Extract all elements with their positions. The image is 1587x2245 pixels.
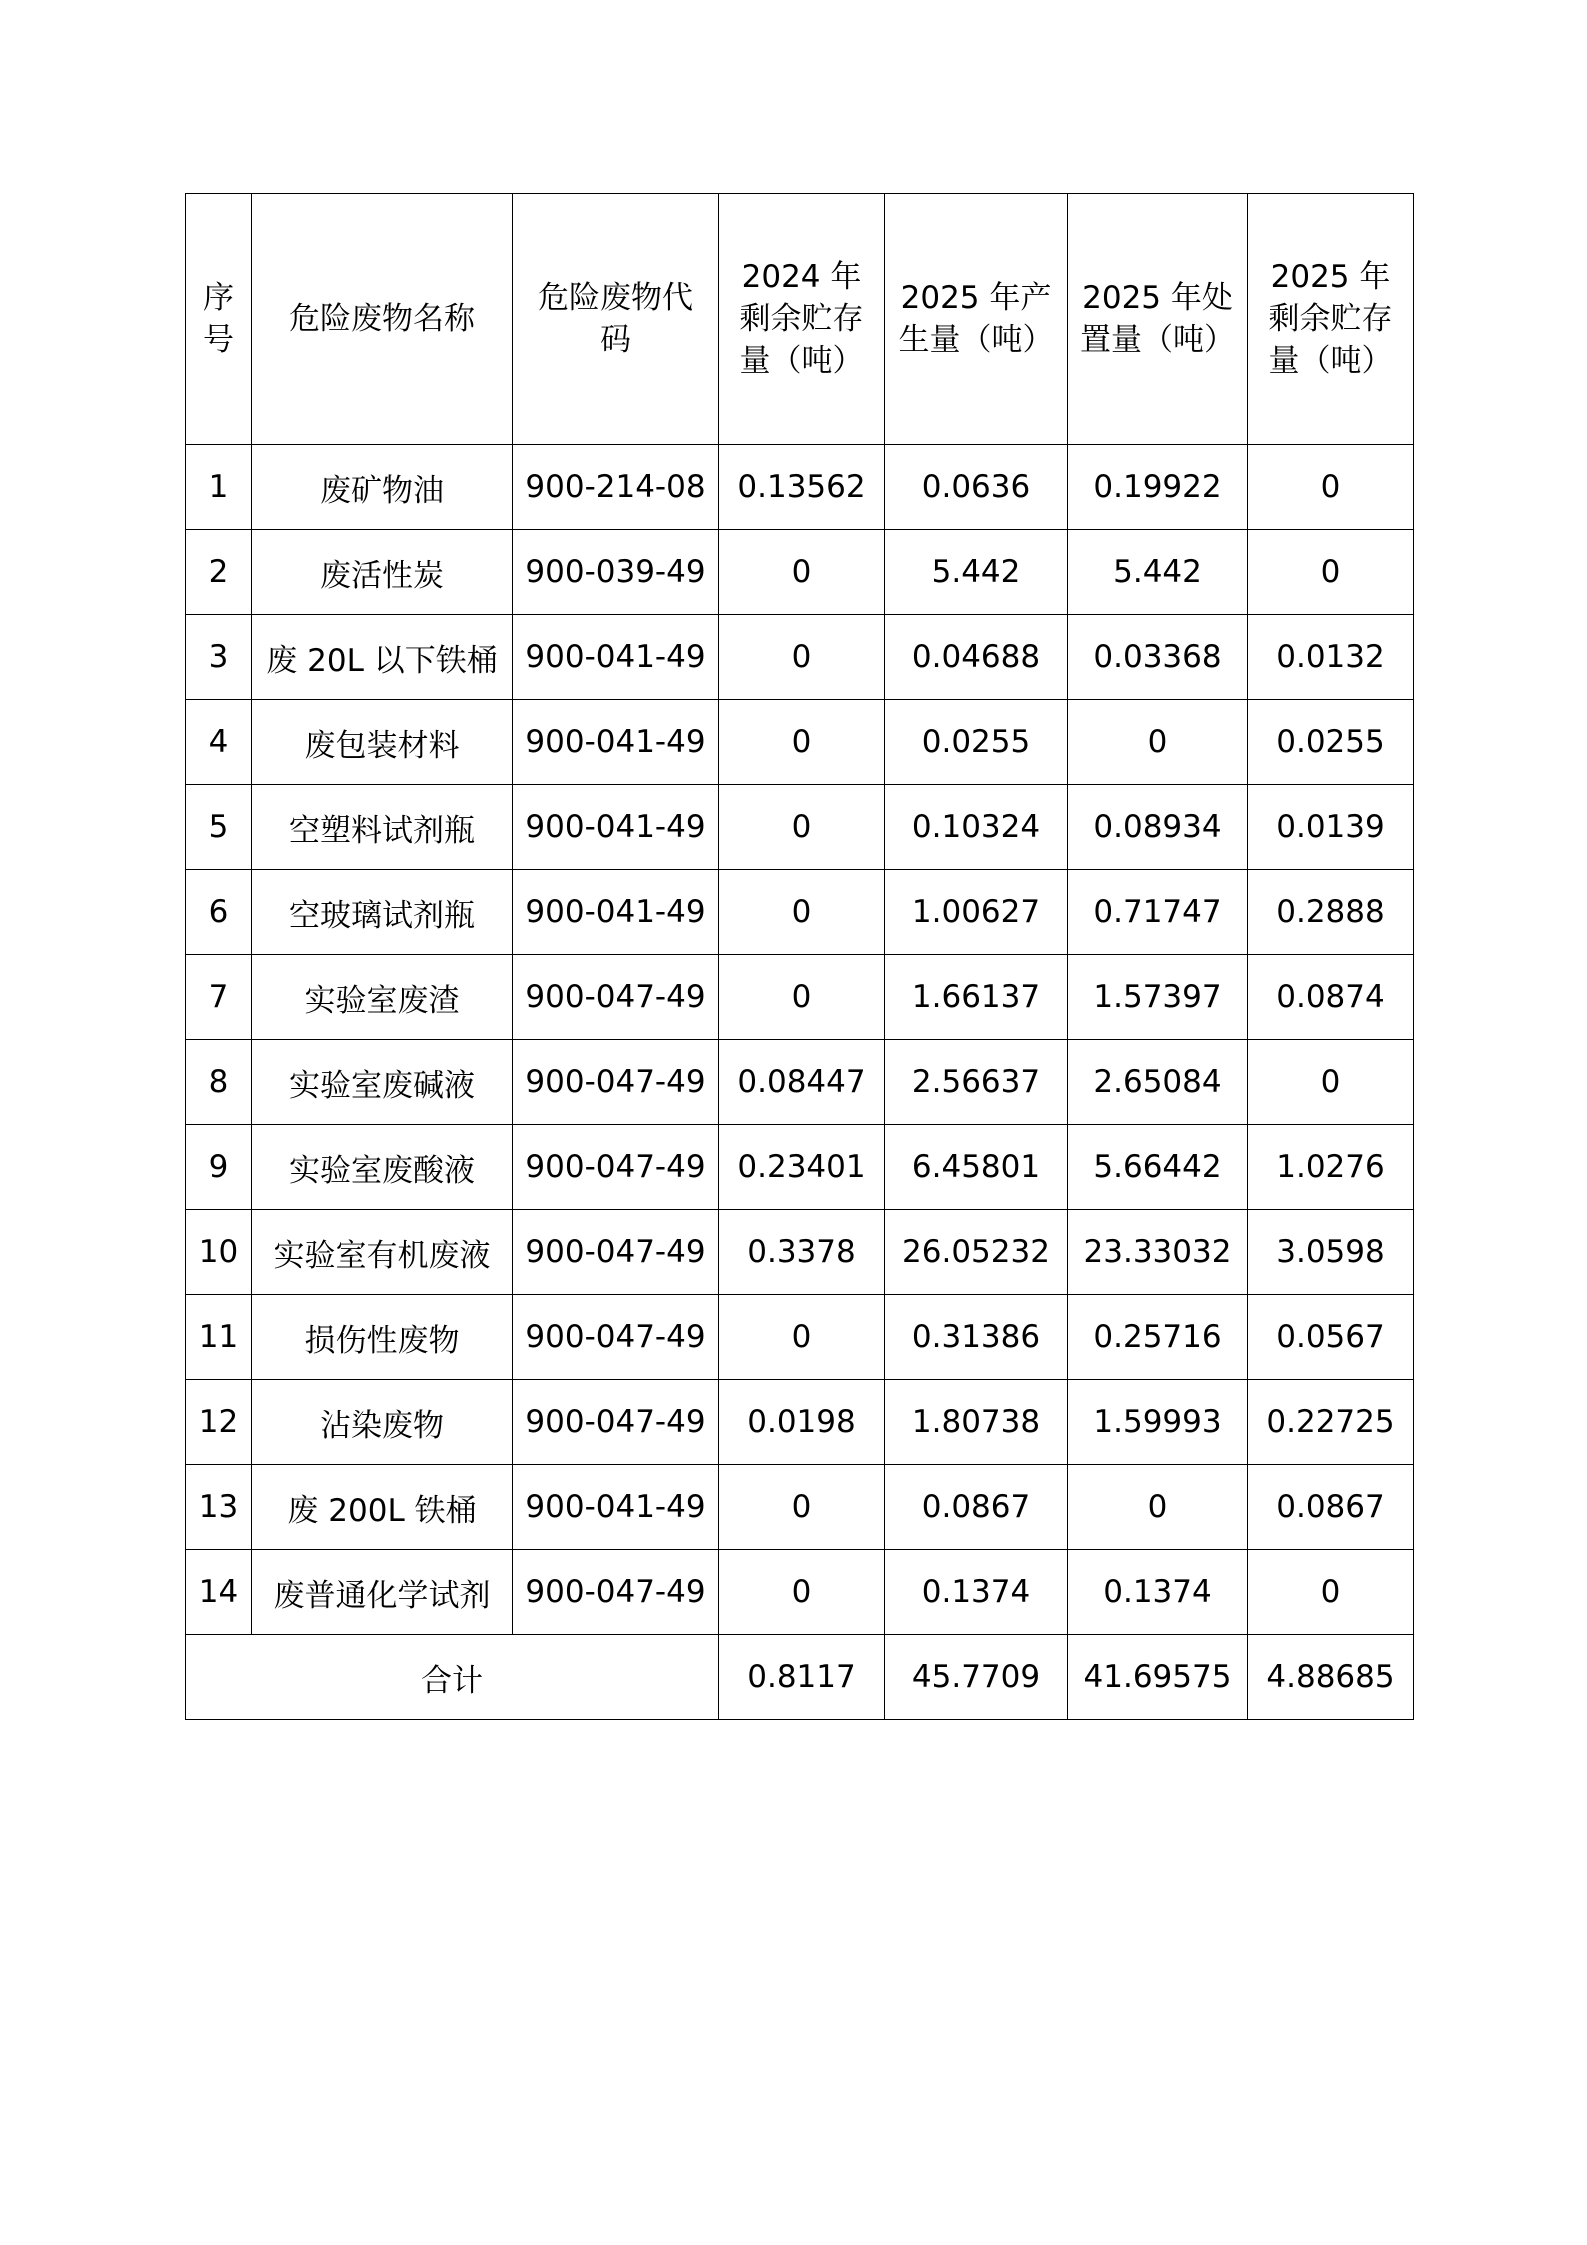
cell-disposed-2025: 0.19922	[1068, 445, 1248, 530]
cell-name: 实验室废酸液	[252, 1125, 513, 1210]
cell-stock-2025: 0.0867	[1248, 1465, 1414, 1550]
cell-code: 900-041-49	[513, 615, 719, 700]
cell-disposed-2025: 2.65084	[1068, 1040, 1248, 1125]
cell-produced-2025: 1.80738	[885, 1380, 1068, 1465]
cell-index: 9	[186, 1125, 252, 1210]
cell-stock-2024: 0.0198	[719, 1380, 885, 1465]
cell-code: 900-047-49	[513, 1125, 719, 1210]
cell-index: 14	[186, 1550, 252, 1635]
cell-produced-2025: 26.05232	[885, 1210, 1068, 1295]
cell-produced-2025: 0.0867	[885, 1465, 1068, 1550]
cell-index: 11	[186, 1295, 252, 1380]
table-row	[186, 1295, 1414, 1380]
cell-disposed-2025: 0.71747	[1068, 870, 1248, 955]
cell-code: 900-041-49	[513, 785, 719, 870]
cell-index: 12	[186, 1380, 252, 1465]
header-disposed-2025: 2025 年处置量（吨）	[1068, 194, 1248, 445]
cell-stock-2025: 0.0139	[1248, 785, 1414, 870]
cell-stock-2025: 0.0132	[1248, 615, 1414, 700]
cell-produced-2025: 0.04688	[885, 615, 1068, 700]
cell-stock-2025: 0	[1248, 1550, 1414, 1635]
table-header	[186, 194, 1414, 445]
cell-stock-2025: 0	[1248, 530, 1414, 615]
cell-stock-2024: 0	[719, 1465, 885, 1550]
header-index: 序号	[186, 194, 252, 445]
table-row	[186, 1380, 1414, 1465]
cell-stock-2024: 0.23401	[719, 1125, 885, 1210]
cell-stock-2024: 0.08447	[719, 1040, 885, 1125]
cell-produced-2025: 0.0636	[885, 445, 1068, 530]
cell-produced-2025: 5.442	[885, 530, 1068, 615]
cell-stock-2025: 0.0255	[1248, 700, 1414, 785]
cell-stock-2024: 0	[719, 955, 885, 1040]
cell-disposed-2025: 0.03368	[1068, 615, 1248, 700]
cell-produced-2025: 0.10324	[885, 785, 1068, 870]
cell-stock-2024: 0	[719, 1550, 885, 1635]
cell-code: 900-047-49	[513, 1550, 719, 1635]
table-row	[186, 1465, 1414, 1550]
cell-name: 废活性炭	[252, 530, 513, 615]
total-produced-2025: 45.7709	[885, 1635, 1068, 1720]
cell-produced-2025: 2.56637	[885, 1040, 1068, 1125]
cell-produced-2025: 1.66137	[885, 955, 1068, 1040]
cell-produced-2025: 0.1374	[885, 1550, 1068, 1635]
cell-name: 废 20L 以下铁桶	[252, 615, 513, 700]
cell-produced-2025: 0.31386	[885, 1295, 1068, 1380]
table-row	[186, 1550, 1414, 1635]
cell-name: 废包装材料	[252, 700, 513, 785]
cell-disposed-2025: 5.442	[1068, 530, 1248, 615]
cell-produced-2025: 1.00627	[885, 870, 1068, 955]
table-row	[186, 1210, 1414, 1295]
table-row	[186, 955, 1414, 1040]
header-produced-2025: 2025 年产生量（吨）	[885, 194, 1068, 445]
cell-code: 900-047-49	[513, 1380, 719, 1465]
cell-name: 实验室有机废液	[252, 1210, 513, 1295]
cell-name: 空玻璃试剂瓶	[252, 870, 513, 955]
cell-stock-2025: 3.0598	[1248, 1210, 1414, 1295]
table-row	[186, 785, 1414, 870]
cell-code: 900-039-49	[513, 530, 719, 615]
cell-index: 10	[186, 1210, 252, 1295]
table-row	[186, 445, 1414, 530]
header-stock-2024: 2024 年剩余贮存量（吨）	[719, 194, 885, 445]
table-row	[186, 1125, 1414, 1210]
table-row	[186, 700, 1414, 785]
cell-index: 2	[186, 530, 252, 615]
cell-index: 8	[186, 1040, 252, 1125]
cell-stock-2024: 0	[719, 785, 885, 870]
cell-code: 900-041-49	[513, 870, 719, 955]
cell-code: 900-041-49	[513, 700, 719, 785]
table-row	[186, 615, 1414, 700]
cell-code: 900-214-08	[513, 445, 719, 530]
cell-disposed-2025: 1.59993	[1068, 1380, 1248, 1465]
cell-disposed-2025: 1.57397	[1068, 955, 1248, 1040]
cell-name: 实验室废渣	[252, 955, 513, 1040]
cell-index: 7	[186, 955, 252, 1040]
cell-name: 空塑料试剂瓶	[252, 785, 513, 870]
cell-stock-2025: 0.2888	[1248, 870, 1414, 955]
cell-name: 废 200L 铁桶	[252, 1465, 513, 1550]
cell-code: 900-047-49	[513, 955, 719, 1040]
cell-name: 损伤性废物	[252, 1295, 513, 1380]
cell-code: 900-041-49	[513, 1465, 719, 1550]
cell-index: 4	[186, 700, 252, 785]
cell-disposed-2025: 0	[1068, 700, 1248, 785]
cell-disposed-2025: 0.08934	[1068, 785, 1248, 870]
cell-code: 900-047-49	[513, 1040, 719, 1125]
header-row	[186, 194, 1414, 445]
cell-disposed-2025: 23.33032	[1068, 1210, 1248, 1295]
cell-produced-2025: 6.45801	[885, 1125, 1068, 1210]
header-name: 危险废物名称	[252, 194, 513, 445]
cell-stock-2025: 0.0874	[1248, 955, 1414, 1040]
cell-name: 废矿物油	[252, 445, 513, 530]
cell-disposed-2025: 0.25716	[1068, 1295, 1248, 1380]
header-stock-2025: 2025 年剩余贮存量（吨）	[1248, 194, 1414, 445]
cell-index: 5	[186, 785, 252, 870]
cell-index: 6	[186, 870, 252, 955]
cell-disposed-2025: 5.66442	[1068, 1125, 1248, 1210]
table-row	[186, 1040, 1414, 1125]
table-body	[186, 445, 1414, 1720]
total-stock-2024: 0.8117	[719, 1635, 885, 1720]
cell-stock-2024: 0	[719, 530, 885, 615]
total-label: 合计	[186, 1635, 719, 1720]
cell-stock-2024: 0	[719, 615, 885, 700]
cell-stock-2024: 0	[719, 1295, 885, 1380]
hazardous-waste-table	[185, 193, 1414, 1720]
total-disposed-2025: 41.69575	[1068, 1635, 1248, 1720]
cell-stock-2024: 0.13562	[719, 445, 885, 530]
cell-index: 13	[186, 1465, 252, 1550]
cell-stock-2024: 0.3378	[719, 1210, 885, 1295]
cell-produced-2025: 0.0255	[885, 700, 1068, 785]
cell-stock-2025: 1.0276	[1248, 1125, 1414, 1210]
cell-code: 900-047-49	[513, 1210, 719, 1295]
cell-name: 废普通化学试剂	[252, 1550, 513, 1635]
cell-disposed-2025: 0.1374	[1068, 1550, 1248, 1635]
cell-code: 900-047-49	[513, 1295, 719, 1380]
table-row	[186, 530, 1414, 615]
cell-stock-2025: 0	[1248, 445, 1414, 530]
cell-index: 3	[186, 615, 252, 700]
cell-stock-2025: 0.22725	[1248, 1380, 1414, 1465]
table-row	[186, 870, 1414, 955]
cell-stock-2025: 0.0567	[1248, 1295, 1414, 1380]
cell-disposed-2025: 0	[1068, 1465, 1248, 1550]
header-code: 危险废物代码	[513, 194, 719, 445]
total-stock-2025: 4.88685	[1248, 1635, 1414, 1720]
total-row	[186, 1635, 1414, 1720]
cell-index: 1	[186, 445, 252, 530]
cell-name: 沾染废物	[252, 1380, 513, 1465]
cell-stock-2024: 0	[719, 870, 885, 955]
cell-stock-2025: 0	[1248, 1040, 1414, 1125]
cell-stock-2024: 0	[719, 700, 885, 785]
cell-name: 实验室废碱液	[252, 1040, 513, 1125]
